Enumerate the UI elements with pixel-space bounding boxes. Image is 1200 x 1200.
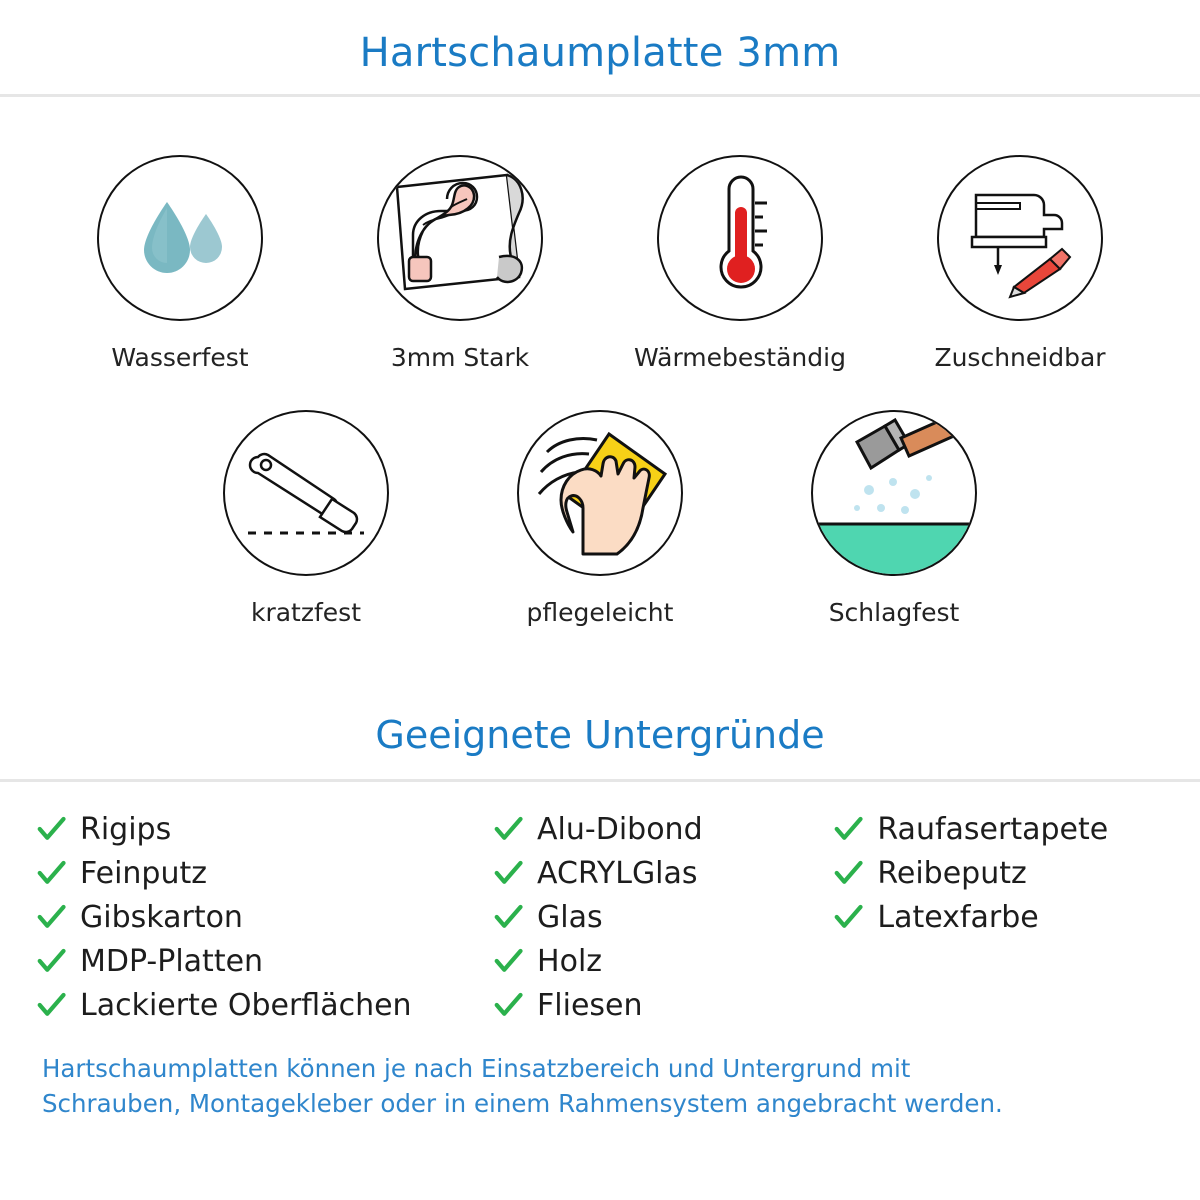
list-item-label: Glas xyxy=(537,899,603,935)
water-drops-icon xyxy=(120,178,240,298)
check-icon xyxy=(493,814,523,844)
check-icon xyxy=(36,990,66,1020)
list-item-label: Rigips xyxy=(80,811,172,847)
hand-cleaning-cloth-icon xyxy=(519,412,681,574)
feature-icon-circle xyxy=(657,155,823,321)
feature-waermebestaendig xyxy=(630,155,850,372)
substrates-column-2 xyxy=(493,808,833,1026)
thermometer-icon xyxy=(685,173,795,303)
list-item xyxy=(36,808,493,850)
check-icon xyxy=(833,814,863,844)
list-item-label: MDP-Platten xyxy=(80,943,264,979)
list-item xyxy=(493,940,833,982)
footnote-line-2: Schrauben, Montagekleber oder in einem Rahmensystem angebracht werden. xyxy=(42,1088,1003,1118)
feature-icon-circle xyxy=(97,155,263,321)
feature-schlagfest xyxy=(784,410,1004,627)
page-title: Hartschaumplatte 3mm xyxy=(359,30,841,76)
check-icon xyxy=(493,946,523,976)
footnote xyxy=(0,1052,1200,1122)
list-item-label: Gibskarton xyxy=(80,899,243,935)
feature-icon-circle xyxy=(377,155,543,321)
strong-arm-icon xyxy=(379,157,541,319)
check-icon xyxy=(36,858,66,888)
feature-3mm-stark xyxy=(350,155,570,372)
check-icon xyxy=(36,902,66,932)
check-icon xyxy=(36,814,66,844)
substrates-column-1 xyxy=(36,808,493,1026)
list-item-label: Latexfarbe xyxy=(877,899,1039,935)
substrates-title: Geeignete Untergründe xyxy=(375,713,825,757)
list-item xyxy=(493,896,833,938)
feature-label: kratzfest xyxy=(250,598,361,627)
list-item-label: Fliesen xyxy=(537,987,643,1023)
feature-label: Wärmebeständig xyxy=(634,343,846,372)
list-item xyxy=(493,808,833,850)
footnote-line-1: Hartschaumplatten können je nach Einsatzbereich und Untergrund mit xyxy=(42,1054,911,1083)
jigsaw-cutter-icon xyxy=(950,173,1090,303)
list-item xyxy=(493,852,833,894)
feature-icon-circle xyxy=(811,410,977,576)
list-item-label: Feinputz xyxy=(80,855,207,891)
list-item-label: ACRYLGlas xyxy=(537,855,698,891)
list-item xyxy=(36,896,493,938)
check-icon xyxy=(833,902,863,932)
check-icon xyxy=(493,902,523,932)
list-item xyxy=(833,808,1164,850)
feature-label: 3mm Stark xyxy=(390,343,530,372)
list-item-label: Raufasertapete xyxy=(877,811,1109,847)
knife-scratch-icon xyxy=(236,433,376,553)
check-icon xyxy=(833,858,863,888)
list-item-label: Alu-Dibond xyxy=(537,811,703,847)
feature-label: Zuschneidbar xyxy=(934,343,1106,372)
feature-icon-circle xyxy=(223,410,389,576)
list-item-label: Reibeputz xyxy=(877,855,1027,891)
list-item xyxy=(493,984,833,1026)
hammer-impact-icon xyxy=(813,412,975,574)
substrates-list xyxy=(0,782,1200,1026)
list-item xyxy=(36,852,493,894)
feature-label: Wasserfest xyxy=(111,343,249,372)
list-item-label: Holz xyxy=(537,943,603,979)
title-divider xyxy=(0,94,1200,97)
feature-icon-circle xyxy=(937,155,1103,321)
check-icon xyxy=(493,990,523,1020)
feature-pflegeleicht xyxy=(490,410,710,627)
feature-row-bottom xyxy=(0,410,1200,627)
feature-zuschneidbar xyxy=(910,155,1130,372)
check-icon xyxy=(493,858,523,888)
feature-kratzfest xyxy=(196,410,416,627)
feature-row-top xyxy=(0,155,1200,372)
check-icon xyxy=(36,946,66,976)
list-item-label: Lackierte Oberflächen xyxy=(80,987,412,1023)
feature-icon-circle xyxy=(517,410,683,576)
substrates-column-3 xyxy=(833,808,1164,1026)
feature-label: pflegeleicht xyxy=(526,598,674,627)
list-item xyxy=(833,896,1164,938)
list-item xyxy=(36,940,493,982)
list-item xyxy=(36,984,493,1026)
feature-label: Schlagfest xyxy=(828,598,960,627)
list-item xyxy=(833,852,1164,894)
feature-wasserfest xyxy=(70,155,290,372)
